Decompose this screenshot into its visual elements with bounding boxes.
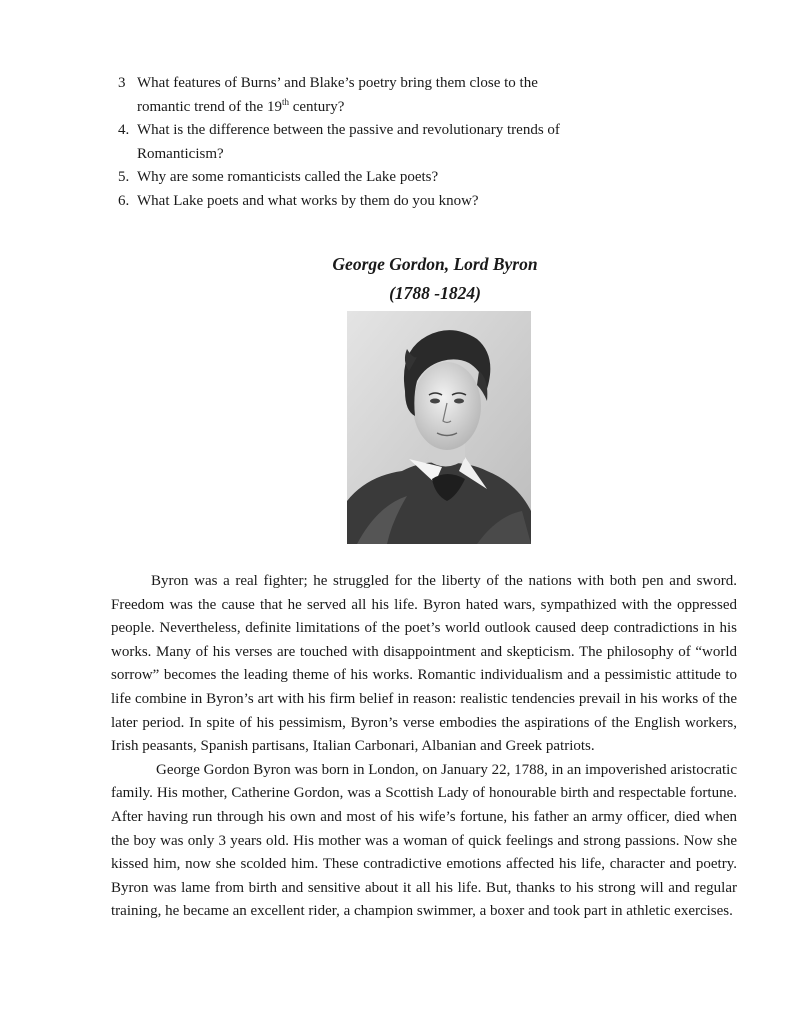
byron-portrait bbox=[347, 311, 531, 544]
question-text: What Lake poets and what works by them do you know? bbox=[137, 192, 479, 209]
question-number: 6. bbox=[118, 192, 130, 209]
question-item bbox=[118, 119, 578, 166]
question-text: What features of Burns’ and Blake’s poetry bring them close to the romantic trend of the 19th century? bbox=[137, 75, 538, 115]
paragraph: George Gordon Byron was born in London, on January 22, 1788, in an impoverished aristocratic family. His mother, Catherine Gordon, was a Scottish Lady of honourable birth and respectable fortune. After having run through his own and most of his wife’s fortune, his father an army officer, died when the boy was only 3 years old. His mother was a woman of quick feelings and strong passions. Now she kissed him, now she scolded him. These contradictive emotions affected his life, character and poetry. Byron was lame from birth and sensitive about it all his life. But, thanks to his strong will and regular training, he became an excellent rider, a champion swimmer, a boxer and took part in athletic exercises. bbox=[111, 761, 737, 920]
question-text: Why are some romanticists called the Lake poets? bbox=[137, 169, 439, 185]
body-text bbox=[111, 570, 737, 924]
question-text: What is the difference between the passive and revolutionary trends of Romanticism? bbox=[137, 122, 560, 162]
section-title: George Gordon, Lord Byron bbox=[332, 254, 538, 274]
question-number: 5. bbox=[118, 169, 130, 185]
question-number: 3 bbox=[118, 75, 126, 91]
question-item bbox=[118, 166, 578, 190]
question-item bbox=[118, 72, 578, 119]
question-number: 4. bbox=[118, 122, 130, 138]
question-item bbox=[118, 190, 578, 214]
question-list bbox=[118, 72, 578, 213]
section-years: (1788 -1824) bbox=[389, 283, 481, 303]
paragraph: Byron was a real fighter; he struggled for the liberty of the nations with both pen and sword. Freedom was the cause that he served all his life. Byron hated wars, sympathized with the oppressed people. Nevertheless, definite limitations of the poet’s world outlook caused deep contradictions in his works. Many of his verses are touched with disappointment and skepticism. The philosophy of “world sorrow” becomes the leading theme of his works. Romantic individualism and a pessimistic attitude to life combine in Byron’s art with his firm belief in reason: realistic tendencies prevail in his works of the later period. In spite of his pessimism, Byron’s verse embodies the aspirations of the English workers, Irish peasants, Spanish partisans, Italian Carbonari, Albanian and Greek patriots. bbox=[111, 573, 737, 755]
superscript: th bbox=[281, 96, 289, 107]
